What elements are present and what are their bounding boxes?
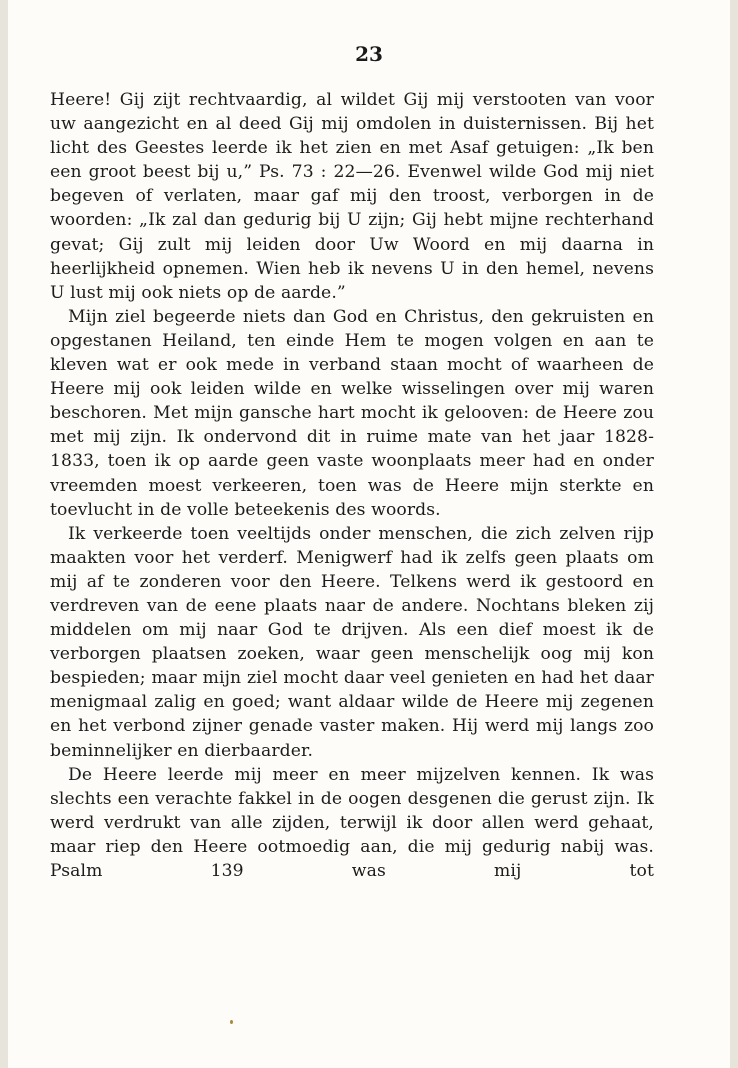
paragraph-4: De Heere leerde mij meer en meer mijzelven kennen. Ik was slechts een verachte fakkel in de oogen desgenen die gerust zijn. Ik werd verdrukt van alle zijden, terwijl ik door allen werd gehaat, maar riep den Heere ootmoedig aan, die mij gedurig nabij was. Psalm 139 was mij tot bbox=[50, 764, 654, 881]
ink-speck bbox=[230, 1020, 233, 1024]
page-number: 23 bbox=[355, 42, 383, 66]
paragraph-3: Ik verkeerde toen veeltijds onder menschen, die zich zelven rijp maakten voor het verderf. Menigwerf had ik zelfs geen plaats om mij af te zonderen voor den Heere. Telkens werd ik gestoord en verdreven van de eene plaats naar de andere. Nochtans bleken zij middelen om mij naar God te drijven. Als een dief moest ik de verborgen plaatsen zoeken, waar geen menschelijk oog mij kon bespieden; maar mijn ziel mocht daar veel genieten en had het daar menigmaal zalig en goed; want aldaar wilde de Heere mij zegenen en het verbond zijner genade vaster maken. Hij werd mij langs zoo beminnelijker en dierbaarder. bbox=[50, 523, 654, 761]
paragraph-1: Heere! Gij zijt rechtvaardig, al wildet Gij mij verstooten van voor uw aangezicht en al deed Gij mij omdolen in duisternissen. Bij het licht des Geestes leerde ik het zien en met Asaf getuigen: „Ik ben een groot beest bij u,” Ps. 73 : 22—26. Evenwel wilde God mij niet begeven of verlaten, maar gaf mij den troost, verborgen in de woorden: „Ik zal dan gedurig bij U zijn; Gij hebt mijne rechterhand gevat; Gij zult mij leiden door Uw Woord en mij daarna in heerlijkheid opnemen. Wien heb ik nevens U in den hemel, nevens U lust mij ook niets op de aarde.” bbox=[50, 90, 654, 303]
body-text bbox=[50, 88, 654, 883]
book-page bbox=[8, 0, 730, 1068]
paragraph-2: Mijn ziel begeerde niets dan God en Christus, den gekruisten en opgestanen Heiland, ten einde Hem te mogen volgen en aan te kleven wat er ook mede in verband staan mocht of waarheen de Heere mij ook leiden wilde en welke wisselingen over mij waren beschoren. Met mijn gansche hart mocht ik gelooven: de Heere zou met mij zijn. Ik ondervond dit in ruime mate van het jaar 1828-1833, toen ik op aarde geen vaste woonplaats meer had en onder vreemden moest verkeeren, toen was de Heere mijn sterkte en toevlucht in de volle beteekenis des woords. bbox=[50, 306, 654, 520]
